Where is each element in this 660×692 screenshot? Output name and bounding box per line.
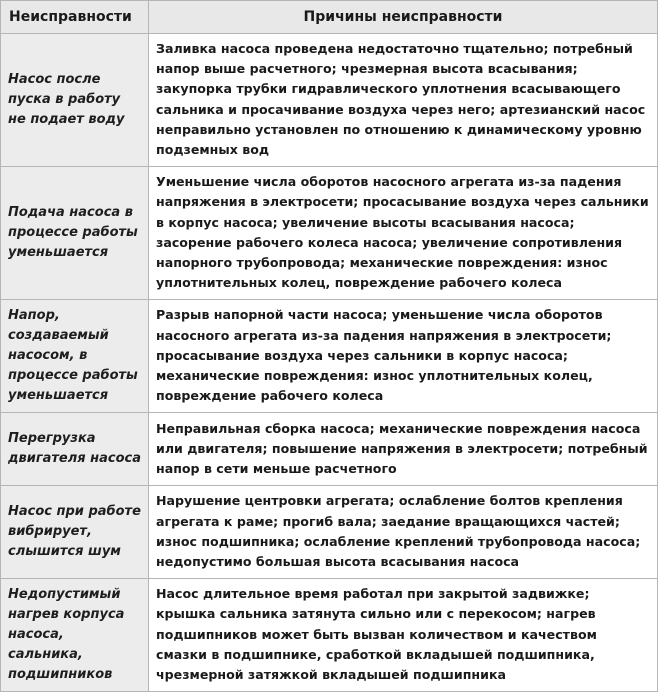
cause-cell: Неправильная сборка насоса; механические повреждения насоса или двигателя; повышение напряжения в электросети; потребный напор в сети меньше расчетного bbox=[149, 413, 658, 486]
table-row bbox=[1, 300, 658, 413]
table-row bbox=[1, 413, 658, 486]
header-faults: Неисправности bbox=[1, 1, 149, 34]
table-row bbox=[1, 34, 658, 167]
cause-cell: Насос длительное время работал при закрытой задвижке; крышка сальника затянута сильно или с перекосом; нагрев подшипников может быть вызван количеством и качеством смазки в подшипнике, сработкой вкладышей подшипника, чрезмерной затяжкой вкладышей подшипника bbox=[149, 579, 658, 692]
cause-cell: Нарушение центровки агрегата; ослабление болтов крепления агрегата к раме; прогиб вала; заедание вращающихся частей; износ подшипника; ослабление креплений трубопровода насоса; недопустимо большая высота всасывания насоса bbox=[149, 486, 658, 579]
header-causes: Причины неисправности bbox=[149, 1, 658, 34]
cause-cell: Заливка насоса проведена недостаточно тщательно; потребный напор выше расчетного; чрезмерная высота всасывания; закупорка трубки гидравлического уплотнения всасывающего сальника и просачивание воздуха через него; артезианский насос неправильно установлен по отношению к динамическому уровню подземных вод bbox=[149, 34, 658, 167]
fault-cell: Напор, создаваемый насосом, в процессе работы уменьшается bbox=[1, 300, 149, 413]
table-row bbox=[1, 579, 658, 692]
cause-cell: Уменьшение числа оборотов насосного агрегата из-за падения напряжения в электросети; просасывание воздуха через сальники в корпус насоса; увеличение высоты всасывания насоса; засорение рабочего колеса насоса; увеличение сопротивления напорного трубопровода; механические повреждения: износ уплотнительных колец, повреждение рабочего колеса bbox=[149, 167, 658, 300]
fault-cell: Перегрузка двигателя насоса bbox=[1, 413, 149, 486]
cause-cell: Разрыв напорной части насоса; уменьшение числа оборотов насосного агрегата из-за падения напряжения в электросети; просасывание воздуха через сальники в корпус насоса; механические повреждения: износ уплотнительных колец, повреждение рабочего колеса bbox=[149, 300, 658, 413]
fault-cell: Недопустимый нагрев корпуса насоса, сальника, подшипников bbox=[1, 579, 149, 692]
table-header-row bbox=[1, 1, 658, 34]
table-row bbox=[1, 486, 658, 579]
fault-cell: Подача насоса в процессе работы уменьшается bbox=[1, 167, 149, 300]
fault-cell: Насос после пуска в работу не подает воду bbox=[1, 34, 149, 167]
table-row bbox=[1, 167, 658, 300]
fault-cell: Насос при работе вибрирует, слышится шум bbox=[1, 486, 149, 579]
